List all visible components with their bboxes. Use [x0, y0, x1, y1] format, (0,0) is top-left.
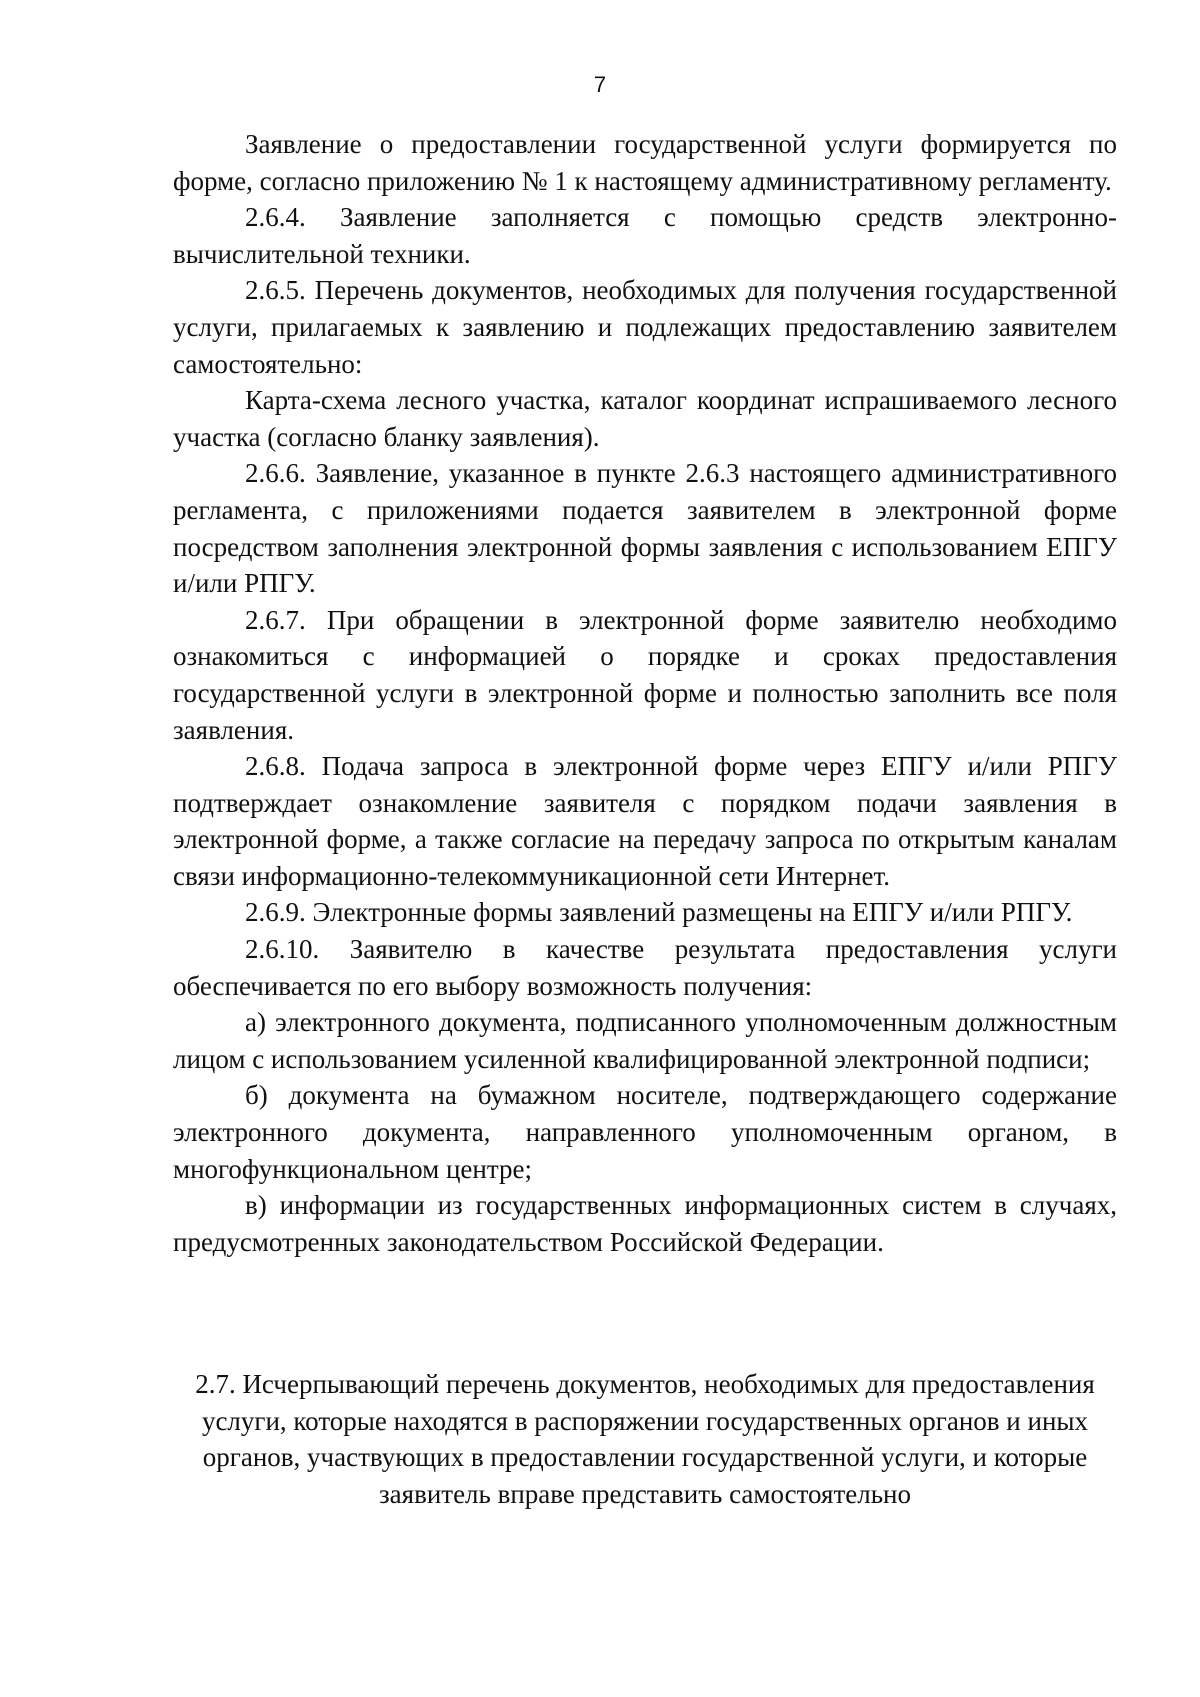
- paragraph-2-6-6: 2.6.6. Заявление, указанное в пункте 2.6.3 настоящего административного регламента, с приложениями подается заявителем в электронной форме посредством заполнения электронной формы заявления с использованием ЕПГУ и/или РПГУ.: [173, 458, 1117, 599]
- paragraph-2-6-7: 2.6.7. При обращении в электронной форме заявителю необходимо ознакомиться с информацией о порядке и сроках предоставления государственной услуги в электронной форме и полностью заполнить все поля заявления.: [173, 604, 1117, 745]
- body-text: [173, 126, 1117, 1260]
- paragraph-2-6-8: 2.6.8. Подача запроса в электронной форме через ЕПГУ и/или РПГУ подтверждает ознакомление заявителя с порядком подачи заявления в электронной форме, а также согласие на передачу запроса по открытым каналам связи информационно-телекоммуникационной сети Интернет.: [173, 751, 1117, 891]
- section-heading-2-7: 2.7. Исчерпывающий перечень документов, необходимых для предоставления услуги, которые находятся в распоряжении государственных органов и иных органов, участвующих в предоставлении государственной услуги, и которые заявитель вправе представить самостоятельно: [195, 1369, 1095, 1509]
- paragraph-2-6-4: 2.6.4. Заявление заполняется с помощью средств электронно-вычислительной техники.: [173, 202, 1117, 269]
- paragraph-2-6-5: 2.6.5. Перечень документов, необходимых для получения государственной услуги, прилагаемых к заявлению и подлежащих предоставлению заявителем самостоятельно:: [173, 275, 1117, 379]
- paragraph-2-6-9: 2.6.9. Электронные формы заявлений размещены на ЕПГУ и/или РПГУ.: [245, 897, 1073, 928]
- paragraph-2-6-10: 2.6.10. Заявителю в качестве результата предоставления услуги обеспечивается по его выбору возможность получения:: [173, 934, 1117, 1001]
- list-item-v: в) информации из государственных информационных систем в случаях, предусмотренных законодательством Российской Федерации.: [173, 1190, 1117, 1257]
- paragraph-application-form: Заявление о предоставлении государственной услуги формируется по форме, согласно приложению № 1 к настоящему административному регламенту.: [173, 129, 1117, 196]
- list-item-a: а) электронного документа, подписанного уполномоченным должностным лицом с использованием усиленной квалифицированной электронной подписи;: [173, 1007, 1117, 1074]
- list-item-b: б) документа на бумажном носителе, подтверждающего содержание электронного документа, направленного уполномоченным органом, в многофункциональном центре;: [173, 1080, 1117, 1184]
- paragraph-map-scheme: Карта-схема лесного участка, каталог координат испрашиваемого лесного участка (согласно бланку заявления).: [173, 385, 1117, 452]
- page-number: 7: [593, 72, 607, 97]
